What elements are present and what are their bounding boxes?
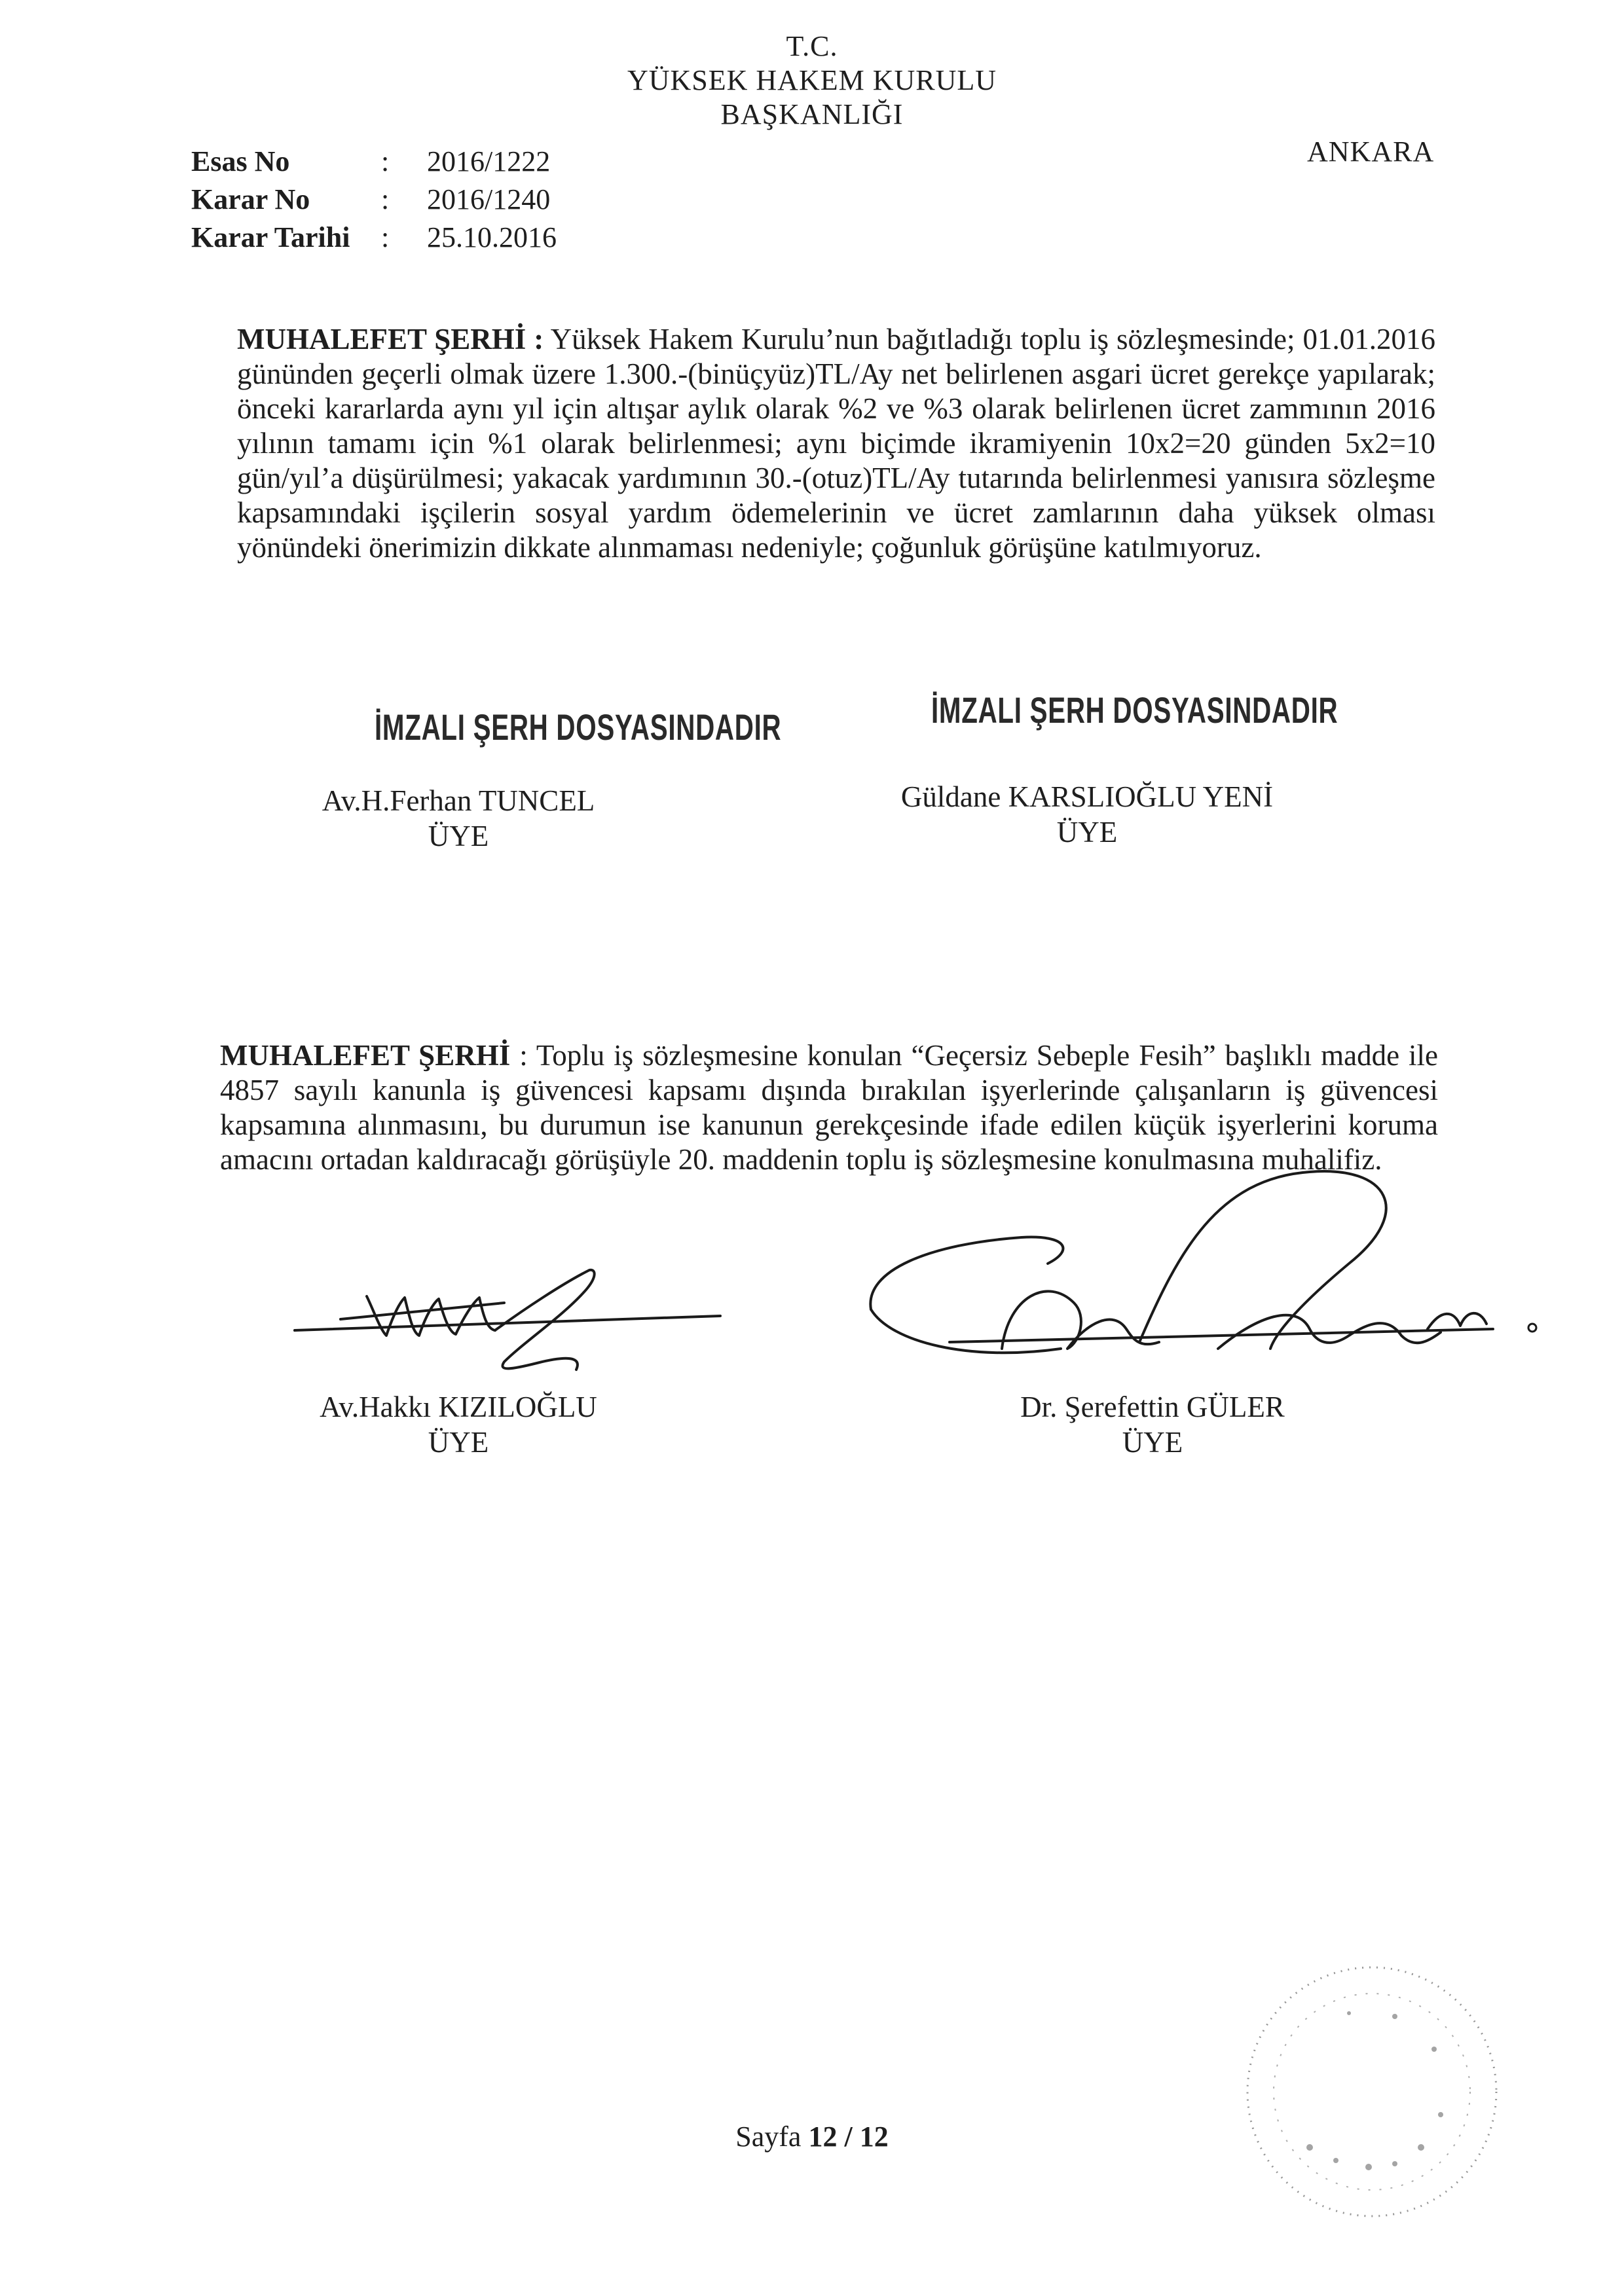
header-institution: YÜKSEK HAKEM KURULU	[627, 64, 997, 96]
header-city: ANKARA	[1307, 136, 1435, 168]
dissent-heading: MUHALEFET ŞERHİ	[220, 1039, 511, 1072]
meta-sep: :	[381, 145, 390, 177]
meta-label: Karar Tarihi	[191, 221, 350, 253]
meta-row-tarih	[191, 219, 557, 257]
signer-role: ÜYE	[428, 1426, 489, 1459]
signer-name: Dr. Şerefettin GÜLER	[1020, 1391, 1285, 1423]
header-tc: T.C.	[786, 30, 838, 62]
signer-block	[275, 783, 642, 854]
meta-value: 2016/1222	[427, 145, 551, 177]
signature-kiziloglu	[288, 1257, 733, 1401]
meta-row-karar	[191, 181, 557, 219]
signed-stamp: İMZALI ŞERH DOSYASINDADIR	[375, 706, 782, 748]
document-header	[0, 29, 1624, 132]
signer-role: ÜYE	[1122, 1426, 1183, 1459]
signer-block	[871, 779, 1303, 850]
signed-stamp: İMZALI ŞERH DOSYASINDADIR	[931, 689, 1338, 731]
meta-row-esas	[191, 143, 557, 181]
meta-value: 2016/1240	[427, 183, 551, 215]
meta-sep: :	[381, 183, 390, 215]
header-presidency: BAŞKANLIĞI	[720, 98, 904, 130]
page-number: 12 / 12	[808, 2121, 889, 2153]
meta-label: Karar No	[191, 183, 310, 215]
signer-block	[969, 1389, 1336, 1460]
page-prefix: Sayfa	[735, 2121, 809, 2153]
dissent-text: Yüksek Hakem Kurulu’nun bağıtladığı toplu iş sözleşmesinde; 01.01.2016 gününden geçerli olmak üzere 1.300.-(binüçyüz)TL/Ay net belirlenen asgari ücret gerekçe yapılarak; önceki kararlarda aynı yıl için altışar aylık olarak %2 ve %3 olarak belirlenen ücret zammının 2016 yılının tamamı için %1 olarak belirlenmesi; aynı biçimde ikramiyenin 10x2=20 günden 5x2=10 gün/yıl’a düşürülmesi; yakacak yardımının 30.-(otuz)TL/Ay tutarında belirlenmesi yanısıra sözleşme kapsamındaki işçilerin sosyal yardım ödemelerinin ve ücret zamlarının daha yüksek olması yönündeki önerimizin dikkate alınmaması nedeniyle; çoğunluk görüşüne katılmıyoruz.	[237, 323, 1435, 564]
case-meta	[191, 143, 557, 257]
signer-role: ÜYE	[1056, 816, 1118, 848]
signer-name: Güldane KARSLIOĞLU YENİ	[900, 780, 1274, 813]
signer-role: ÜYE	[428, 820, 489, 852]
dissent-text: : Toplu iş sözleşmesine konulan “Geçersiz Sebeple Fesih” başlıklı madde ile 4857 sayılı kanunla iş güvencesi kapsamı dışında bırakılan işyerlerinde çalışanların iş güvencesi kapsamına alınmasını, bu durumun ise kanunun gerekçesinde ifade edilen küçük işyerlerini koruma amacını ortadan kaldıracağı görüşüyle 20. maddenin toplu iş sözleşmesine konulmasına muhalifiz.	[220, 1039, 1439, 1176]
meta-sep: :	[381, 221, 390, 253]
signer-name: Av.H.Ferhan TUNCEL	[322, 784, 595, 817]
signer-block	[275, 1389, 642, 1460]
meta-label: Esas No	[191, 145, 290, 177]
signer-name: Av.Hakkı KIZILOĞLU	[320, 1391, 597, 1423]
dissent-paragraph-1	[237, 322, 1435, 565]
page-footer	[0, 2120, 1624, 2153]
meta-value: 25.10.2016	[427, 221, 557, 253]
official-seal-icon	[1231, 1951, 1513, 2232]
dissent-heading: MUHALEFET ŞERHİ :	[237, 323, 544, 355]
